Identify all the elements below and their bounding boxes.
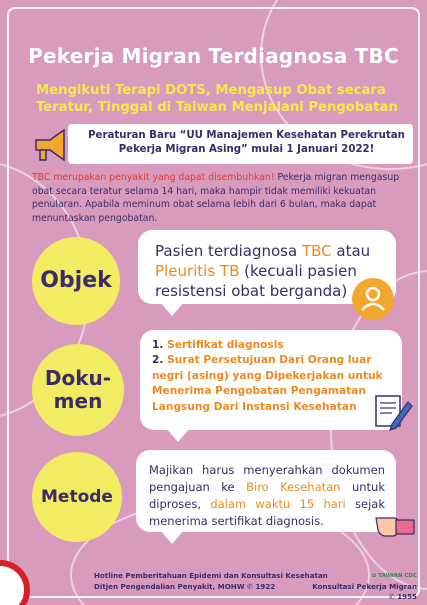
objek-highlight-tbc: TBC — [301, 242, 332, 260]
bubble-tail — [160, 302, 184, 316]
metode-highlight-biro: Biro Kesehatan — [246, 480, 341, 494]
dokumen-label-line2: men — [53, 389, 103, 413]
dokumen-text — [152, 338, 397, 415]
dokumen-item-2 — [152, 353, 397, 415]
dokumen-item-text: Surat Persetujuan Dari Orang luar negri (asing) yang Dipekerjakan untuk Menerima Pengobatan Pengamatan Langsung Dari Instansi Kesehatan — [152, 354, 383, 413]
metode-highlight-waktu: dalam waktu 15 hari — [210, 497, 346, 511]
objek-text — [155, 241, 380, 301]
objek-label-circle — [32, 237, 120, 325]
objek-text-part: (kecuali pasien resistensi obat berganda) — [155, 262, 357, 300]
user-icon — [352, 278, 394, 320]
footer-consult-label: Konsultasi Pekerja Migran — [312, 581, 417, 591]
metode-text-part: Majikan harus menyerahkan dokumen pengajuan ke — [149, 463, 385, 494]
footer-phone-1922: 1922 — [255, 581, 276, 591]
document-pen-icon — [370, 390, 414, 434]
page-subtitle: Mengikuti Terapi DOTS, Mengasup Obat secara Teratur, Tinggal di Taiwan Menjalani Pengobatan — [36, 83, 398, 115]
metode-text — [149, 462, 385, 530]
phone-icon: ✆ — [388, 592, 398, 601]
warning-paragraph — [32, 171, 410, 225]
objek-text-part: Pasien terdiagnosa — [155, 242, 302, 260]
footer-agency: Ditjen Pengendalian Penyakit, MOHW — [94, 581, 245, 591]
footer-hotline-line — [94, 582, 344, 593]
dokumen-item-1 — [152, 338, 397, 353]
metode-text-part: untuk diproses, — [149, 480, 385, 511]
footer-hotline-title: Hotline Pemberitahuan Epidemi dan Konsultasi Kesehatan — [94, 571, 328, 580]
rule-banner — [68, 124, 413, 164]
rule-text: Peraturan Baru “UU Manajemen Kesehatan Perekrutan Pekerja Migran Asing” mulai 1 Januari 2022! — [88, 130, 405, 155]
dokumen-label-circle — [32, 344, 124, 436]
bubble-tail — [160, 530, 184, 544]
metode-label: Metode — [41, 487, 113, 507]
footer-consult-line — [312, 582, 417, 603]
bubble-tail — [166, 428, 190, 442]
dokumen-item-number: 2. — [152, 354, 168, 367]
dokumen-label-line1: Doku- — [44, 366, 112, 390]
taiwan-cdc-logo-text: TAIWAN CDC — [378, 573, 417, 579]
warning-highlight: TBC merupakan penyakit yang dapat disembuhkan! — [32, 172, 275, 183]
footer-left — [94, 571, 344, 592]
metode-label-circle — [32, 452, 122, 542]
page-title: Pekerja Migran Terdiagnosa TBC — [28, 44, 399, 68]
megaphone-icon — [30, 126, 78, 166]
objek-text-part: atau — [331, 242, 371, 260]
dokumen-item-number: 1. — [152, 339, 168, 351]
phone-icon: ✆ — [247, 581, 256, 591]
dokumen-item-text: Sertifikat diagnosis — [167, 339, 284, 351]
metode-text-part: sejak menerima sertifikat diagnosis. — [149, 497, 385, 528]
warning-text: Pekerja migran mengasup obat secara teratur selama 14 hari, maka hampir tidak memiliki kekuatan penularan. Apabila meminum obat selama lebih dari 6 bulan, maka dapat menuntaskan pengobatan. — [32, 172, 400, 224]
pointing-hand-icon — [372, 496, 416, 540]
objek-label: Objek — [40, 268, 112, 293]
objek-highlight-pleuritis: Pleuritis TB — [155, 262, 240, 280]
footer-right — [312, 571, 417, 603]
footer-phone-1955: 1955 — [397, 592, 417, 601]
taiwan-cdc-logo: ✿ TAIWAN CDC — [371, 573, 417, 579]
